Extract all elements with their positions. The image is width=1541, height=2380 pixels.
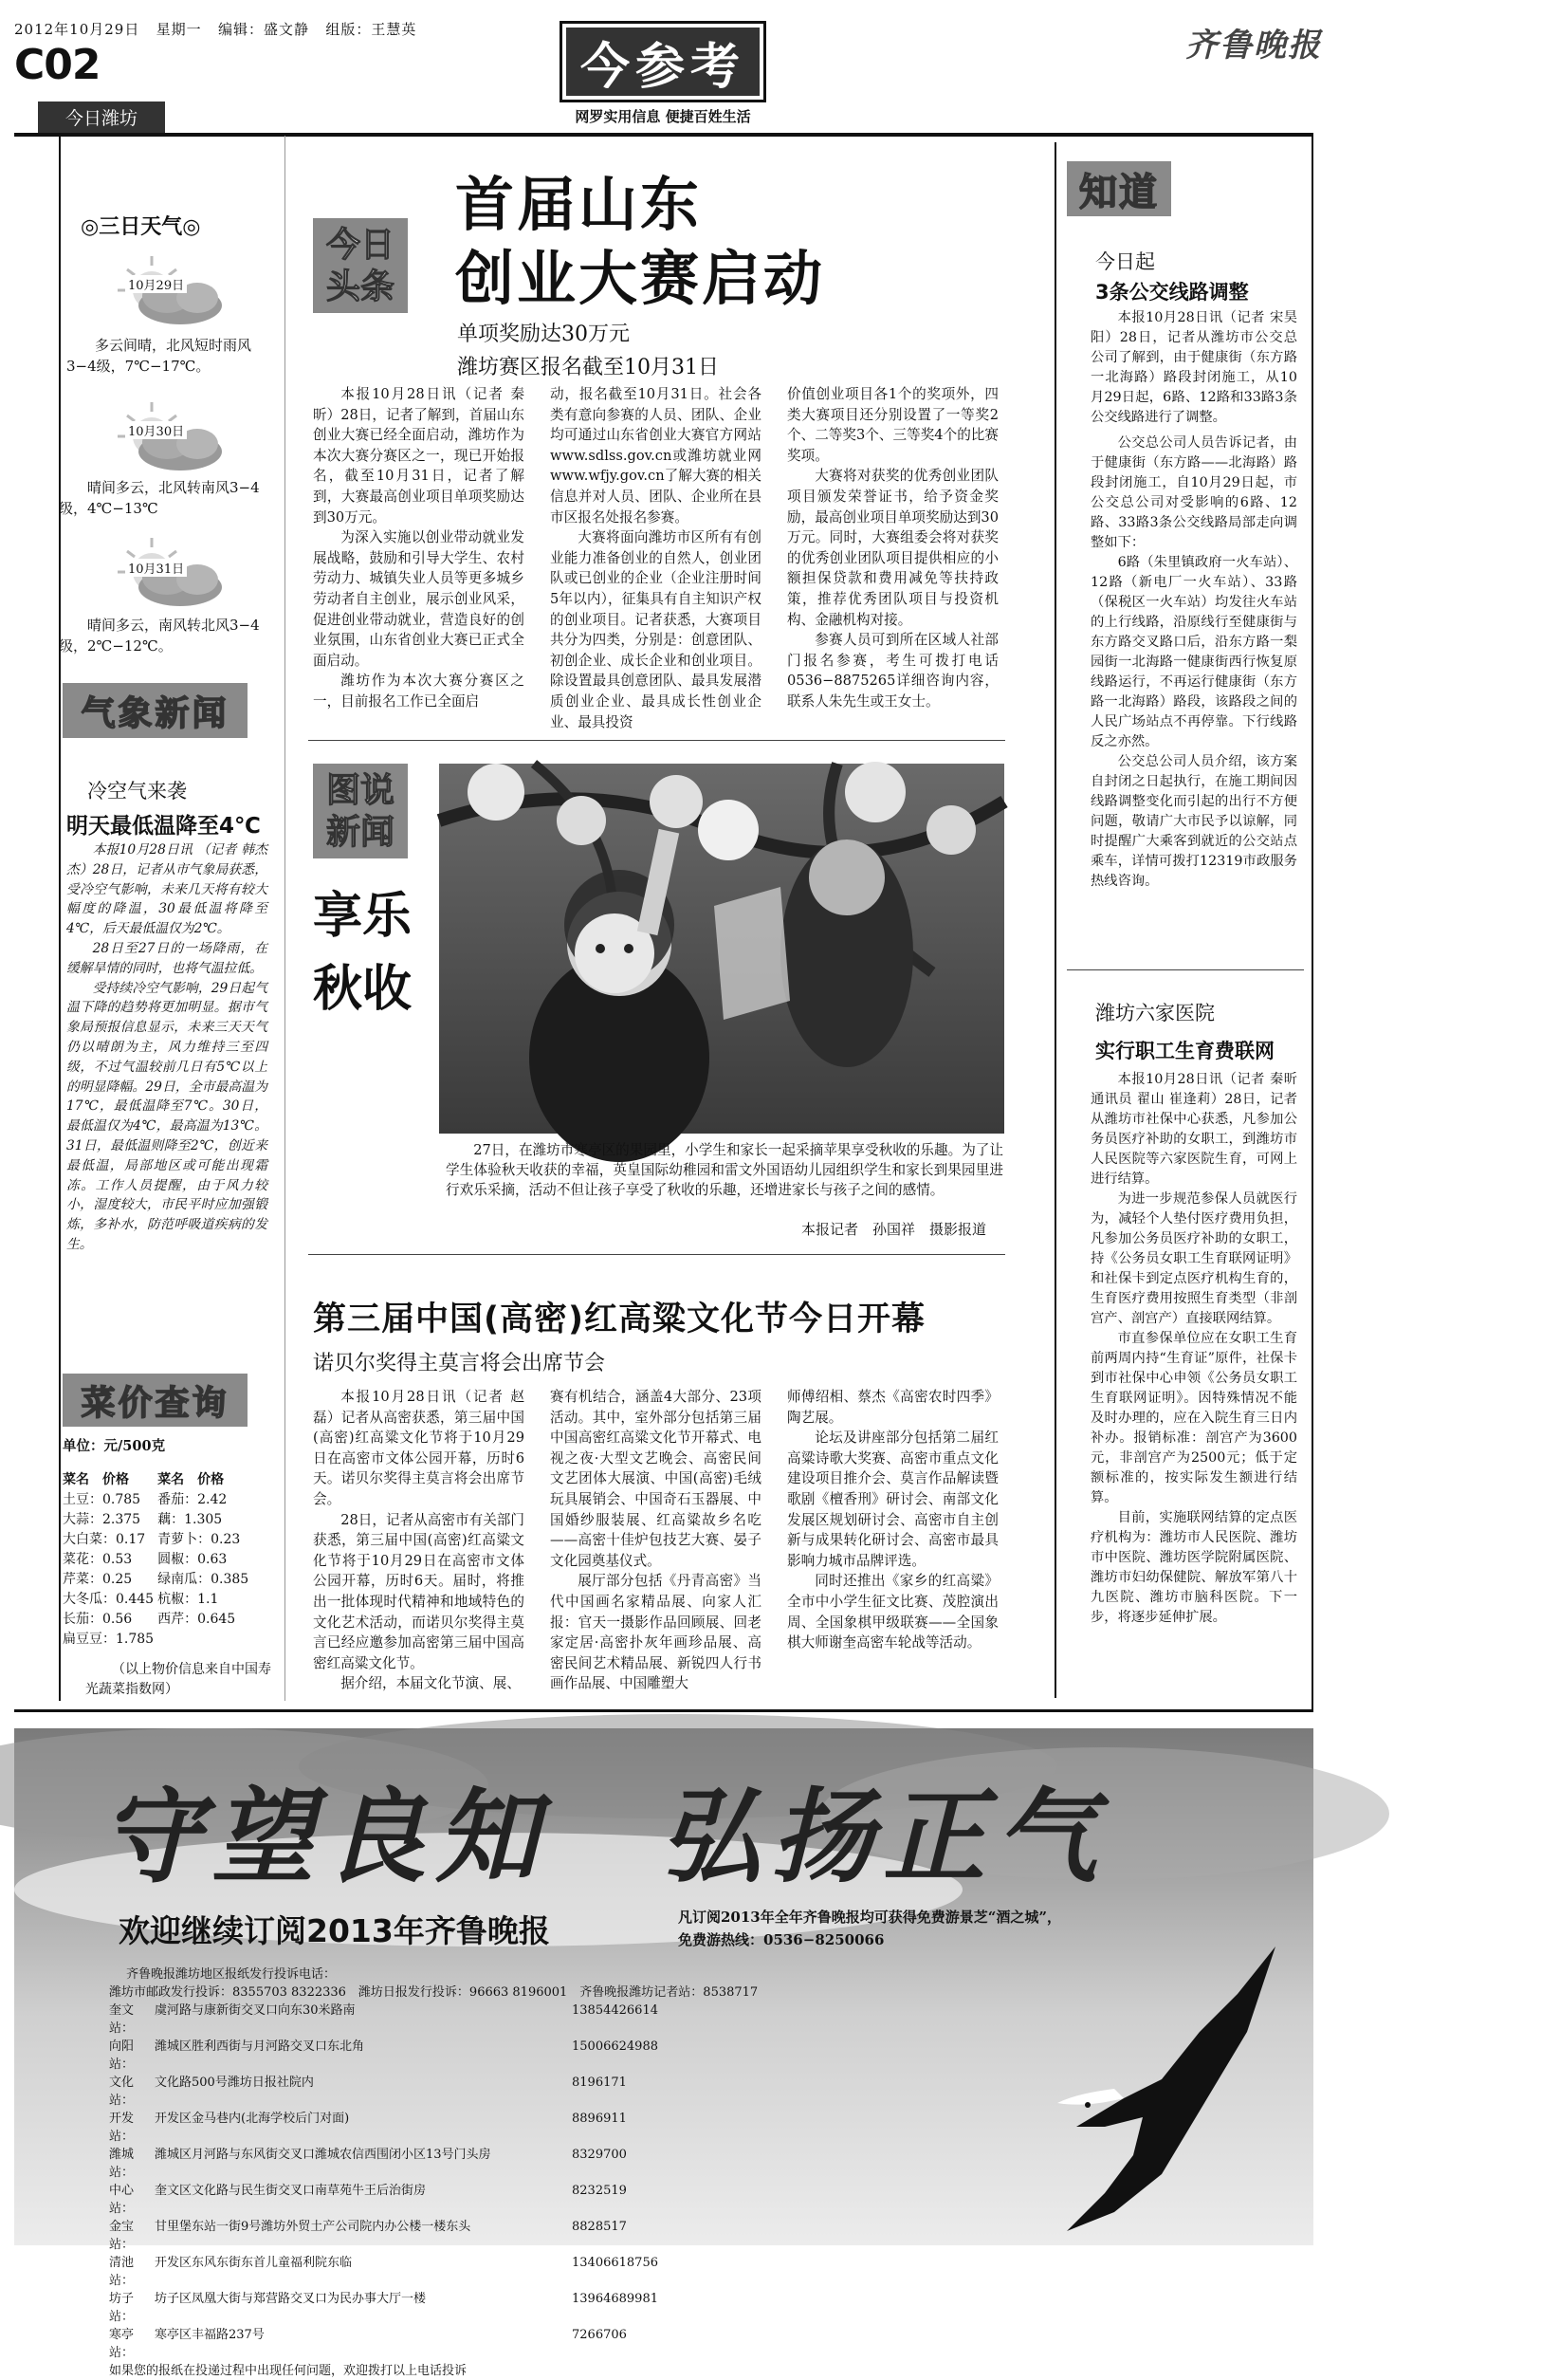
issue-weekday: 星期一	[156, 21, 202, 38]
price-cell	[157, 1630, 252, 1650]
right-column-rule	[1055, 142, 1056, 1698]
sorghum-column-3	[787, 1387, 999, 1653]
station-name: 潍城站：	[109, 2148, 135, 2180]
photo-credit: 本报记者 孙国祥 摄影报道	[801, 1221, 987, 1238]
price-cell: 番茄：2.42	[157, 1492, 228, 1507]
masthead-subtitle: 网罗实用信息 便捷百姓生活	[575, 108, 751, 125]
bus-body	[1091, 308, 1297, 892]
station-address: 文化路500号潍坊日报社院内	[155, 2076, 314, 2090]
weather-icon-cloud-sun	[114, 252, 228, 336]
price-cell: 青萝卜：0.23	[157, 1532, 241, 1547]
weather-news-headline: 明天最低温降至4℃	[66, 814, 261, 839]
station-phone: 7266706	[572, 2328, 627, 2342]
paragraph: 大赛将对获奖的优秀创业团队项目颁发荣誉证书，给予资金奖励，最高创业项目单项奖励达到30万元。同时，大赛组委会将对获奖的优秀创业团队项目提供相应的小额担保贷款和费用减免等扶持政策，推荐优秀团队项目与投资机构、金融机构对接。	[787, 468, 999, 628]
paragraph: 本报10月28日讯（记者 宋昊阳）28日，记者从潍坊市公交总公司了解到，由于健康街（东方路一北海路）路段封闭施工，从10月29日起，6路、12路和33路3条公交线路进行了调整。	[1091, 310, 1297, 425]
weather-date-3: 10月31日	[125, 559, 187, 577]
left-divider	[284, 136, 285, 1701]
station-address: 潍城区胜利西街与月河路交叉口东北角	[155, 2039, 365, 2054]
bus-headline: 3条公交线路调整	[1095, 281, 1249, 304]
paragraph: 市直参保单位应在女职工生育前两周内持“生育证”原件，社保卡到市社保中心申领《公务员女职工生育联网证明》。因特殊情况不能及时办理的，应在入院生育三日内补办。报销标准：剖宫产为3600元，非剖宫产为2500元；低于定额标准的，按实际发生额进行结算。	[1091, 1331, 1297, 1505]
price-source-note: （以上物价信息来自中国寿光蔬菜指数网）	[85, 1662, 271, 1697]
station-address: 潍城区月河路与东风街交叉口潍城农信西围闭小区13号门头房	[155, 2148, 491, 2162]
price-header: 价格	[197, 1472, 225, 1487]
weather-news-body	[66, 840, 267, 1255]
divider	[308, 1254, 1005, 1255]
eagle-icon	[1048, 1937, 1304, 2241]
left-column-rule	[59, 136, 61, 1701]
station-phone: 13964689981	[572, 2292, 658, 2306]
header-rule	[14, 133, 1313, 137]
paragraph: 本报10月28日讯（记者 秦昕 通讯员 翟山 崔逢莉）28日，记者从潍坊市社保中心获悉，凡参加公务员医疗补助的女职工，到潍坊市人民医院等六家医院生育，可网上进行结算。	[1091, 1072, 1297, 1187]
newspaper-logo: 齐鲁晚报	[1185, 27, 1322, 65]
weather-news-kicker: 冷空气来袭	[87, 780, 187, 803]
ad-slogan: 守望良知 弘扬正气	[100, 1778, 1108, 1897]
sorghum-headline: 第三届中国(高密)红高粱文化节今日开幕	[313, 1301, 926, 1338]
station-name: 坊子站：	[109, 2292, 135, 2324]
paragraph: 赛有机结合，涵盖4大部分、23项活动。其中，室外部分包括第三届中国高密红高粱文化节开幕式、电视之夜·大型文艺晚会、高密民间文艺团体大展演、中国(高密)毛绒玩具展销会、中国奇石玉器展、中国婚纱服装展、红高粱故乡名吃——高密十佳炉包技艺大赛、晏子文化园奠基仪式。	[550, 1389, 761, 1569]
ad-welcome: 欢迎继续订阅2013年齐鲁晚报	[119, 1912, 550, 1949]
price-cell: 土豆：0.785	[63, 1492, 141, 1507]
header-meta	[14, 19, 416, 39]
content-bottom-rule	[14, 1709, 1313, 1712]
station-name: 金宝站：	[109, 2220, 135, 2252]
ad-line: 潍坊市邮政发行投诉：8355703 8322336 潍坊日报发行投诉：96663 8196001 齐鲁晚报潍坊记者站：8538717	[109, 1985, 759, 2000]
station-phone: 15006624988	[572, 2039, 658, 2054]
weather-icon-cloud-sun	[114, 398, 228, 482]
lead-column-3	[787, 384, 999, 712]
station-phone: 13406618756	[572, 2256, 658, 2270]
price-cell: 杭椒：1.1	[157, 1592, 219, 1607]
paragraph: 参赛人员可到所在区域人社部门报名参赛，考生可拨打电话0536−8875265详细咨询内容，联系人朱先生或王女士。	[787, 632, 999, 710]
lead-column-1	[313, 384, 524, 712]
station-name: 中心站：	[109, 2184, 135, 2216]
station-name: 寒亭站：	[109, 2328, 135, 2360]
station-address: 坊子区凤凰大街与郑营路交叉口为民办事大厅一楼	[155, 2292, 427, 2306]
station-name: 清池站：	[109, 2256, 135, 2288]
station-phone: 8196171	[572, 2076, 627, 2090]
lead-tag-text: 今日头条	[325, 225, 394, 306]
price-cell: 绿南瓜：0.385	[157, 1572, 249, 1587]
bus-kicker: 今日起	[1095, 250, 1155, 273]
lead-title-line1: 首届山东	[455, 170, 703, 239]
paragraph: 6路（朱里镇政府一火车站）、12路（新电厂一火车站）、33路（保税区一火车站）均发往火车站的上行线路，沿原线行至健康街与东方路交叉路口后，沿东方路一梨园街一北海路一健康街西行恢复原线路运行，不再运行健康街（东方路一北海路）路段，该路段之间的人民广场站点不再停靠。下行线路反之亦然。	[1091, 555, 1297, 749]
price-cell: 大蒜：2.375	[63, 1512, 141, 1527]
news-photo	[439, 764, 1004, 1134]
paragraph: 师傅绍相、蔡杰《高密农时四季》陶艺展。	[787, 1389, 999, 1426]
paragraph: 同时还推出《家乡的红高粱》全市中小学生征文比赛、茂腔演出周、全国象棋甲级联赛——全国象棋大师谢奎高密车轮战等活动。	[787, 1573, 999, 1651]
price-cell: 长茄：0.56	[63, 1612, 133, 1627]
station-name: 开发站：	[109, 2112, 135, 2144]
price-header: 菜名	[63, 1472, 89, 1487]
lead-title-line2: 创业大赛启动	[455, 244, 826, 313]
layout-credit: 组版：王慧英	[325, 21, 417, 38]
sorghum-column-1	[313, 1387, 524, 1694]
price-cell: 菜花：0.53	[63, 1552, 133, 1567]
paragraph: 论坛及讲座部分包括第二届红高粱诗歌大奖赛、高密市重点文化建设项目推介会、莫言作品解读暨歌剧《檀香刑》研讨会、南部文化发展区规划研讨会、高密市自主创新与成果转化研讨会、高密市最具影响力城市品牌评选。	[787, 1430, 999, 1569]
weather-text-3: 晴间多云，南风转北风3−4级，2℃−12℃。	[59, 617, 260, 655]
weather-date-1: 10月29日	[125, 275, 187, 293]
lead-tag	[313, 218, 408, 313]
price-cell: 圆椒：0.63	[157, 1552, 228, 1567]
paragraph: 28日至27日的一场降雨，在缓解旱情的同时，也将气温拉低。	[66, 940, 267, 976]
weather-text-2: 晴间多云，北风转南风3−4级，4℃−13℃	[59, 479, 260, 517]
zhidao-tag: 知道	[1067, 161, 1171, 216]
paragraph: 大赛将面向潍坊市区所有有创业能力准备创业的自然人，创业团队或已创业的企业（企业注册时间5年以内），征集具有自主知识产权的创业项目。记者获悉，大赛项目共分为四类，分别是：创意团队、初创企业、成长企业和创业项目。除设置最具创意团队、最具发展潜质创业企业、最具成长性创业企业、最具投资	[550, 529, 761, 730]
price-tag: 菜价查询	[63, 1374, 248, 1427]
sorghum-subtitle: 诺贝尔奖得主莫言将会出席节会	[313, 1352, 606, 1375]
paragraph: 为进一步规范参保人员就医行为，减轻个人垫付医疗费用负担，凡参加公务员医疗补助的女职工，持《公务员女职工生育联网证明》和社保卡到定点医疗机构生育的，生育医疗费用按照生育类型（非剖宫产、剖宫产）直接联网结算。	[1091, 1191, 1297, 1326]
photo-tag-text: 图说新闻	[325, 770, 394, 852]
paragraph: 28日，记者从高密市有关部门获悉，第三届中国(高密)红高粱文化节将于10月29日在高密市文体公园开幕，历时6天。届时，将推出一批体现时代精神和地域特色的文化艺术活动，而诺贝尔奖得主莫言已经应邀参加高密第三届中国高密红高粱文化节。	[313, 1511, 524, 1671]
paragraph: 目前，实施联网结算的定点医疗机构为：潍坊市人民医院、潍坊市中医院、潍坊医学院附属医院、潍坊市妇幼保健院、解放军第八十九医院、潍坊市脑科医院。下一步，将逐步延伸扩展。	[1091, 1510, 1297, 1625]
lead-column-2	[550, 384, 761, 732]
station-name: 文化站：	[109, 2076, 135, 2108]
ad-contact-list	[109, 1965, 758, 2380]
photo-title-2: 秋收	[313, 961, 413, 1018]
station-address: 虞河路与康新街交叉口向东30米路南	[155, 2003, 356, 2018]
editor-credit: 编辑：盛文静	[218, 21, 310, 38]
ad-footer-note: 如果您的报纸在投递过程中出现任何问题，欢迎拨打以上电话投诉	[109, 2364, 468, 2378]
station-address: 开发区东风东街东首儿童福利院东临	[155, 2256, 353, 2270]
price-unit: 单位：元/500克	[63, 1438, 166, 1454]
station-address: 寒亭区丰福路237号	[155, 2328, 265, 2342]
weather-date-2: 10月30日	[125, 421, 187, 439]
hospital-kicker: 潍坊六家医院	[1095, 1002, 1215, 1024]
lead-subtitle-2: 潍坊赛区报名截至10月31日	[457, 356, 719, 379]
station-phone: 8232519	[572, 2184, 627, 2198]
station-phone: 8828517	[572, 2220, 627, 2234]
weather-title: ◎三日天气◎	[81, 214, 201, 239]
masthead-box	[560, 21, 766, 102]
paragraph: 公交总公司人员介绍，该方案自封闭之日起执行，在施工期间因线路调整变化而引起的出行不方便问题，敬请广大市民予以谅解，同时提醒广大乘客到就近的公交站点乘车，详情可拨打12319市政服务热线咨询。	[1091, 754, 1297, 889]
ad-promo-2: 免费游热线：0536−8250066	[678, 1931, 885, 1948]
photo-tag	[313, 764, 408, 858]
station-address: 奎文区文化路与民生街交叉口南草苑牛王后治街房	[155, 2184, 427, 2198]
price-cell: 大冬瓜：0.445	[63, 1592, 155, 1607]
price-header: 菜名	[157, 1472, 185, 1487]
price-cell: 西芹：0.645	[157, 1612, 236, 1627]
photo-caption: 27日，在潍坊市寒亭区的果园里，小学生和家长一起采摘苹果享受秋收的乐趣。为了让学生体验秋天收获的幸福，英皇国际幼稚园和雷文外国语幼儿园组织学生和家长到果园里进行欢乐采摘，活动不但让孩子享受了秋收的乐趣，还增进家长与孩子之间的感情。	[446, 1142, 1003, 1198]
paragraph: 公交总公司人员告诉记者，由于健康街（东方路——北海路）路段封闭施工，自10月29日起，市公交总公司对受影响的6路、12路、33路3条公交线路局部走向调整如下：	[1091, 435, 1297, 550]
weather-news-tag: 气象新闻	[63, 683, 248, 738]
ad-list-title: 齐鲁晚报潍坊地区报纸发行投诉电话：	[126, 1967, 337, 1982]
section-label: 今日潍坊	[38, 101, 165, 133]
paragraph: 本报10月28日讯（记者 秦昕）28日，记者了解到，首届山东创业大赛已经全面启动，潍坊作为本次大赛分赛区之一，现已开始报名，截至10月31日，记者了解到，大赛最高创业项目单项奖励达到30万元。	[313, 386, 524, 526]
divider	[308, 740, 1005, 741]
issue-date: 2012年10月29日	[14, 21, 140, 38]
page-right-rule	[1312, 136, 1313, 1710]
station-address: 甘里堡东站一街9号潍坊外贸土产公司院内办公楼一楼东头	[155, 2220, 471, 2234]
paragraph: 本报10月28日讯（记者 赵磊）记者从高密获悉，第三届中国(高密)红高粱文化节将于10月29日在高密市文体公园开幕，历时6天。诺贝尔奖得主莫言将会出席节会。	[313, 1389, 524, 1507]
divider	[1067, 969, 1304, 970]
price-cell: 藕：1.305	[157, 1512, 223, 1527]
hospital-headline: 实行职工生育费联网	[1095, 1040, 1275, 1062]
station-phone: 8329700	[572, 2148, 627, 2162]
station-name: 奎文站：	[109, 2003, 135, 2036]
paragraph: 动，报名截至10月31日。社会各类有意向参赛的人员、团队、企业均可通过山东省创业大赛官方网站www.sdlss.gov.cn或潍坊就业网www.wfjy.gov.cn了解大赛的相关信息并对人员、团队、企业所在县市区报名处报名参赛。	[550, 386, 761, 526]
price-cell: 大白菜：0.17	[63, 1532, 146, 1547]
station-address: 开发区金马巷内(北海学校后门对面)	[155, 2112, 350, 2126]
subscription-ad	[14, 1728, 1313, 2378]
paragraph: 为深入实施以创业带动就业发展战略，鼓励和引导大学生、农村劳动力、城镇失业人员等更多城乡劳动者自主创业，展示创业风采，促进创业带动就业，营造良好的创业氛围，山东省创业大赛已正式全面启动。	[313, 529, 524, 669]
masthead-title: 今参考	[566, 28, 760, 96]
page-code: C02	[14, 41, 101, 89]
paragraph: 据介绍，本届文化节演、展、	[340, 1675, 521, 1692]
station-name: 向阳站：	[109, 2039, 135, 2072]
paragraph: 本报10月28日讯 （记者 韩杰杰）28日，记者从市气象局获悉，受冷空气影响，未来几天将有较大幅度的降温，30最低温将降至4℃，后天最低温仅为2℃。	[66, 842, 267, 937]
price-header: 价格	[102, 1472, 130, 1487]
station-phone: 8896911	[572, 2112, 627, 2126]
paragraph: 展厅部分包括《丹青高密》当代中国画名家精品展、向家人汇报：官天一摄影作品回顾展、回老家定居·高密扑灰年画珍品展、高密民间艺术精品展、新锐四人行书画作品展、中国雕塑大	[550, 1573, 761, 1692]
price-table	[63, 1470, 252, 1650]
photo-title-1: 享乐	[313, 888, 413, 945]
weather-text-1: 多云间晴，北风短时雨风3−4级，7℃−17℃。	[66, 337, 252, 375]
ad-promo-1: 凡订阅2013年全年齐鲁晚报均可获得免费游景芝“酒之城”，	[678, 1909, 1062, 1926]
paragraph: 受持续冷空气影响，29日起气温下降的趋势将更加明显。据市气象局预报信息显示，未来三天天气仍以晴朗为主，风力维持三至四级，不过气温较前几日有5℃以上的明显降幅。29日，全市最高温为17℃，最低温降至7℃。30日，最低温仅为4℃，最高温为13℃。31日，最低温则降至2℃，创近来最低温，局部地区或可能出现霜冻。工作人员提醒，由于风力较小，湿度较大，市民平时应加强锻炼，多补水，防范呼吸道疾病的发生。	[66, 980, 267, 1252]
paragraph: 价值创业项目各1个的奖项外，四类大赛项目还分别设置了一等奖2个、二等奖3个、三等奖4个的比赛奖项。	[787, 386, 999, 464]
price-cell: 扁豆豆：1.785	[63, 1632, 155, 1647]
sorghum-column-2	[550, 1387, 761, 1694]
price-cell: 芹菜：0.25	[63, 1572, 133, 1587]
paragraph: 潍坊作为本次大赛分赛区之一，目前报名工作已全面启	[313, 673, 524, 710]
hospital-body	[1091, 1070, 1297, 1628]
lead-subtitle-1: 单项奖励达30万元	[457, 323, 630, 346]
station-phone: 13854426614	[572, 2003, 658, 2018]
